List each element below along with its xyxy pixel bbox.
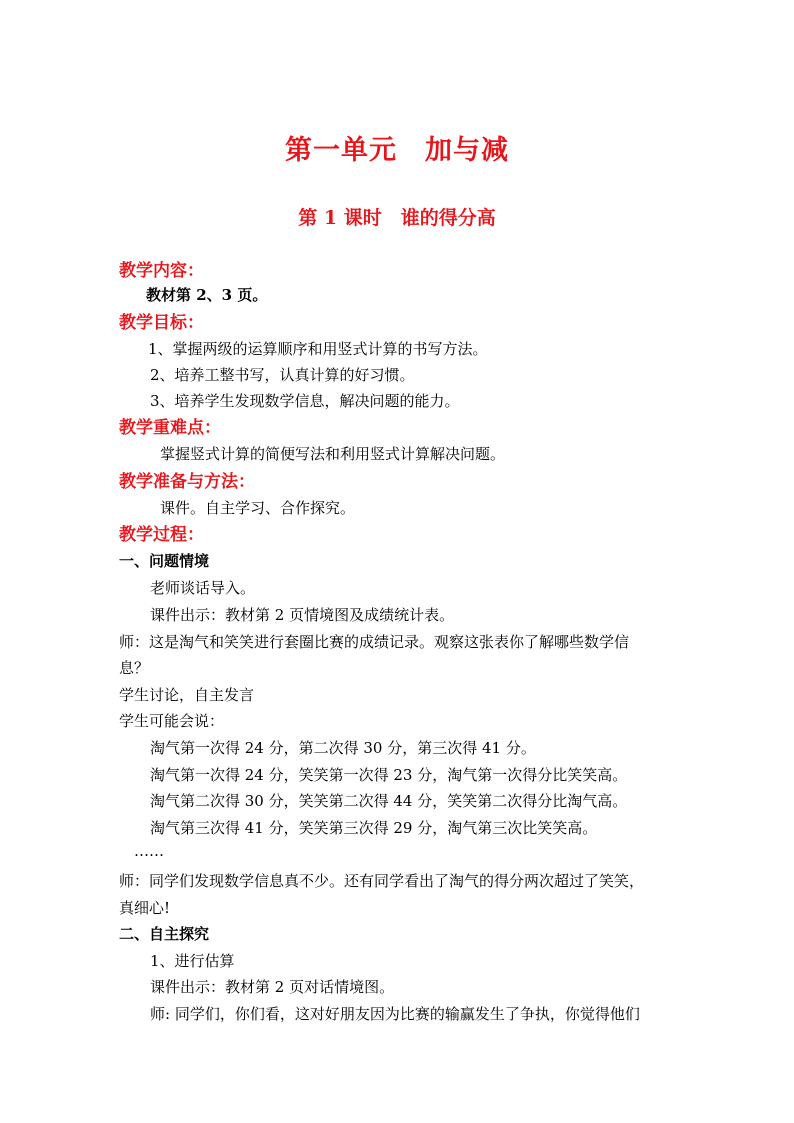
text-line: …… <box>134 842 164 860</box>
lesson-title: 第 1 课时 谁的得分高 <box>298 207 496 229</box>
text-line: 师：这是淘气和笑笑进行套圈比赛的成绩记录。观察这张表你了解哪些数学信 <box>119 633 630 651</box>
key-heading: 教学重难点： <box>119 418 221 438</box>
text-line: 1、进行估算 <box>150 952 235 970</box>
goal-item: 1、掌握两级的运算顺序和用竖式计算的书写方法。 <box>148 340 488 358</box>
text-line: 淘气第一次得 24 分，第二次得 30 分，第三次得 41 分。 <box>150 739 536 757</box>
text-line: 淘气第一次得 24 分，笑笑第一次得 23 分，淘气第一次得分比笑笑高。 <box>150 766 628 784</box>
part2-heading: 二、自主探究 <box>119 925 210 943</box>
text-line: 课件出示：教材第 2 页情境图及成绩统计表。 <box>150 606 455 624</box>
text-line: 师: 同学们，你们看，这对好朋友因为比赛的输赢发生了争执，你觉得他们 <box>150 1005 640 1023</box>
prep-heading: 教学准备与方法： <box>119 472 255 492</box>
content-heading: 教学内容： <box>119 261 204 281</box>
text-line: 学生可能会说： <box>119 712 225 730</box>
text-line: 真细心! <box>119 899 171 917</box>
text-line: 淘气第三次得 41 分，笑笑第三次得 29 分，淘气第三次比笑笑高。 <box>150 819 598 837</box>
goal-item: 3、培养学生发现数学信息，解决问题的能力。 <box>150 392 460 410</box>
key-text: 掌握竖式计算的简便写法和利用竖式计算解决问题。 <box>160 445 506 463</box>
goal-item: 2、培养工整书写，认真计算的好习惯。 <box>150 366 415 384</box>
part1-heading: 一、问题情境 <box>119 552 210 570</box>
content-text: 教材第 2、3 页。 <box>146 286 268 304</box>
process-heading: 教学过程： <box>119 525 204 545</box>
text-line: 淘气第二次得 30 分，笑笑第二次得 44 分，笑笑第二次得分比淘气高。 <box>150 792 628 810</box>
page-title: 第一单元 加与减 <box>285 135 509 166</box>
text-line: 老师谈话导入。 <box>150 579 256 597</box>
text-line: 学生讨论，自主发言 <box>119 686 255 704</box>
text-line: 师：同学们发现数学信息真不少。还有同学看出了淘气的得分两次超过了笑笑， <box>119 872 645 890</box>
prep-text: 课件。自主学习、合作探究。 <box>160 499 356 517</box>
text-line: 课件出示：教材第 2 页对话情境图。 <box>150 978 395 996</box>
goals-heading: 教学目标： <box>119 313 204 333</box>
text-line: 息？ <box>119 659 150 677</box>
